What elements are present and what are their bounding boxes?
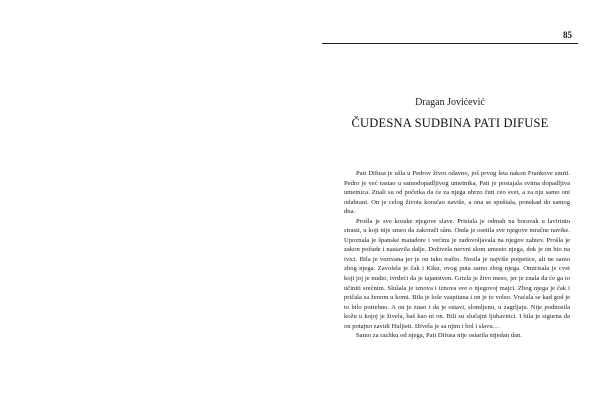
- story-body: [344, 169, 570, 341]
- right-page: [300, 0, 600, 419]
- paragraph-3: Samo za razliku od njega, Pati Difusa nije ostarila nijedan dan.: [356, 332, 522, 340]
- page-number: 85: [563, 30, 572, 40]
- paragraph-1: Pati Difusa je ušla u Pedrov život odavno, još prvog leta nakon Frankove smrti. Pedro je već rastao u samodopadljivog umetnika, Pati je postajala svima dopadljiva umetnica. Znali su od početka da će za njega ubrzo čuti ceo svet, a za nju samo oni odabrani. On je celog života koračao naviše, a ona se spuštala, ponekad do samog dna.: [344, 170, 570, 216]
- author-name: Dragan Jovićević: [415, 97, 485, 108]
- header-rule: [322, 43, 578, 44]
- paragraph-2: Prošla je sve korake njegove slave. Pristala je odmah na boravak u lavirintu strasti, u koji nije smeo da zakorači sâm. Onda je osetila sve njegove mračne navike. Upoznala je španske matadore i većinu je zadovoljavala na njegov zahtev. Prošla je zakon požude i nastavila dalje. Doživela nervni slom umesto njega, dok je on bio na ivici. Bila je vezivana jer je on tako tražio. Nosila je najviše potpetice, ali ne samo zbog njega. Zavolela je čak i Kiku, ovog puta samo zbog njega. Omirisala je cvet koji joj je nudio, tvrdeći da je tajanstven. Grizla je živo meso, jer je znala da će ga to učiniti srećnim. Slušala je iznova i iznova sve o njegovoj majci. Zbog njega je čak i pričala sa ženom u komi. Bila je loše vaspitana i on je to voleo. Vraćala se kad god je to bilo potrebno. A on je znao i da je ostavi, slomljenu, u zagrljaju. Nije podnosila kožu u kojoj je živela, baš kao ni on. Bili su slučajni ljubavnici. I bila je sigurna da on potajno zavidi Huljieti. Iživela je sa njim i bol i slavu…: [344, 217, 570, 330]
- story-title: ČUDESNA SUDBINA PATI DIFUSE: [351, 116, 549, 130]
